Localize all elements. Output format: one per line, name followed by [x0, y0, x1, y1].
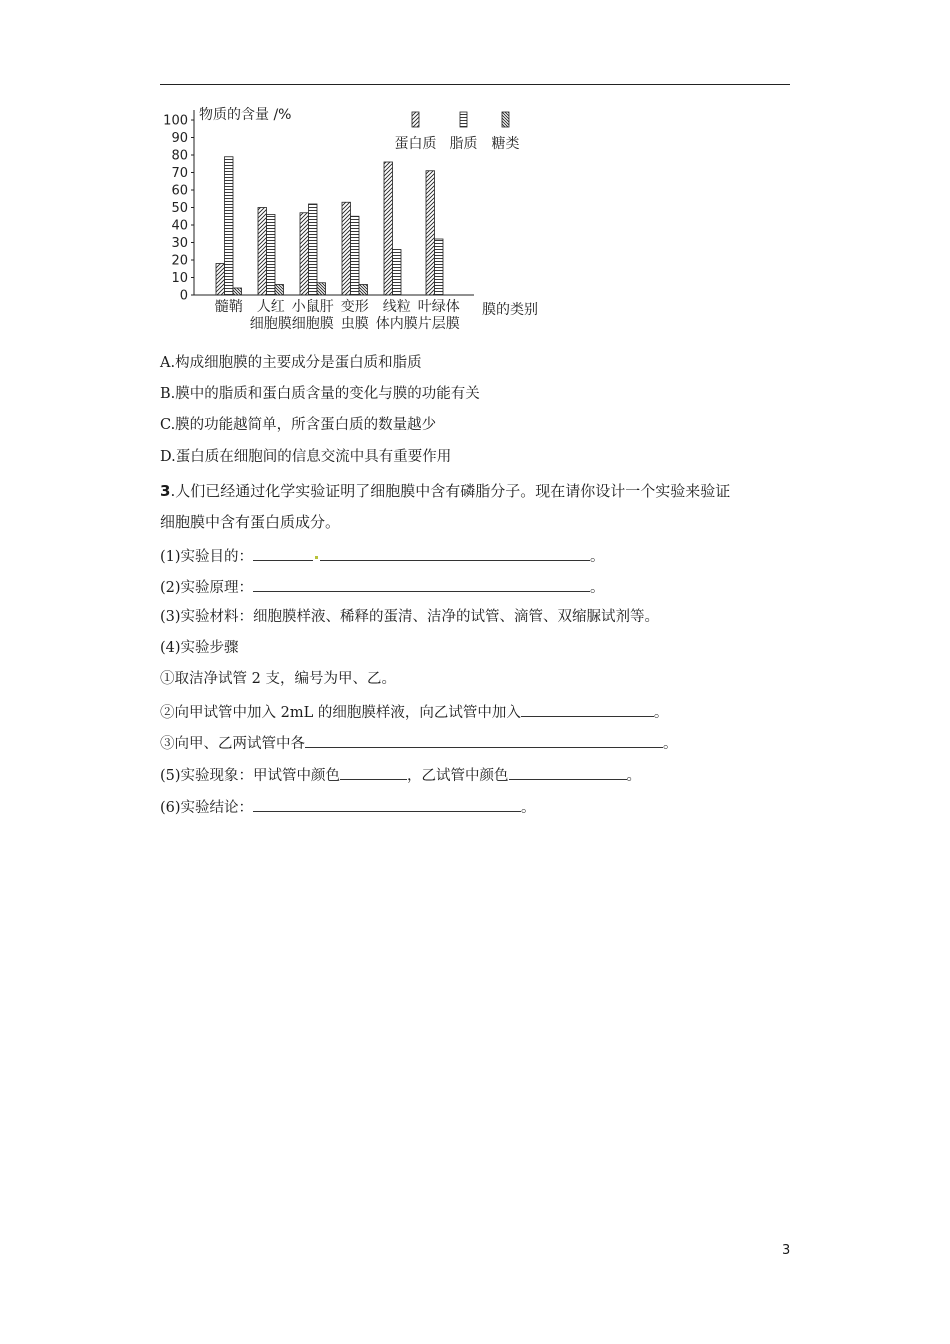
question-3-stem-cont: 细胞膜中含有蛋白质成分。 [160, 513, 341, 531]
bar-horiz [267, 215, 276, 296]
question-number: 3 [160, 482, 171, 500]
y-tick-label: 80 [171, 148, 188, 164]
category-label: 细胞膜 [249, 316, 292, 330]
option-c: C.膜的功能越简单，所含蛋白质的数量越少 [160, 417, 437, 433]
stray-mark [315, 556, 318, 559]
bar-diag-dense [233, 288, 242, 295]
category-label: 细胞膜 [291, 316, 334, 330]
legend-label: 蛋白质 [394, 136, 437, 152]
legend-swatch [502, 112, 509, 127]
principle-blank[interactable] [253, 576, 590, 592]
bar-diag [426, 171, 435, 295]
category-label: 虫膜 [340, 316, 369, 330]
bar-diag [258, 208, 267, 296]
bar-diag [384, 162, 393, 295]
y-tick-label: 10 [171, 271, 188, 286]
principle-line: (2)实验原理： 。 [160, 576, 605, 598]
legend-label: 脂质 [449, 136, 478, 152]
category-label: 髓鞘 [214, 299, 243, 315]
materials-line: (3)实验材料：细胞膜样液、稀释的蛋清、洁净的试管、滴管、双缩脲试剂等。 [160, 609, 660, 625]
y-tick-label: 40 [171, 218, 188, 234]
option-a: A.构成细胞膜的主要成分是蛋白质和脂质 [160, 355, 422, 371]
steps-heading: (4)实验步骤 [160, 640, 239, 656]
y-tick-label: 100 [163, 113, 188, 129]
category-label: 线粒 [382, 299, 411, 315]
category-label: 叶绿体 [417, 299, 460, 315]
phenomenon-blank-a[interactable] [340, 764, 407, 780]
purpose-blank-b[interactable] [320, 545, 590, 561]
phenomenon-line: (5)实验现象：甲试管中颜色 ，乙试管中颜色 。 [160, 764, 641, 786]
category-label: 人红 [256, 299, 285, 315]
page-number: 3 [782, 1243, 791, 1258]
bar-horiz [351, 216, 360, 295]
bar-diag-dense [275, 285, 284, 296]
y-tick-label: 20 [171, 253, 188, 269]
category-label: 小鼠肝 [291, 299, 334, 315]
category-label: 片层膜 [417, 316, 460, 330]
y-tick-label: 50 [171, 201, 188, 216]
bar-diag-dense [359, 285, 368, 296]
purpose-blank-a[interactable] [253, 545, 313, 561]
question-3-stem: 3.人们已经通过化学实验证明了细胞膜中含有磷脂分子。现在请你设计一个实验来验证 [160, 482, 731, 500]
y-tick-label: 90 [171, 131, 188, 146]
step-1: ①取洁净试管 2 支，编号为甲、乙。 [160, 671, 396, 687]
bar-diag [300, 213, 309, 295]
y-tick-label: 60 [171, 183, 188, 199]
option-b: B.膜中的脂质和蛋白质含量的变化与膜的功能有关 [160, 386, 480, 402]
conclusion-blank[interactable] [253, 796, 521, 812]
legend-label: 糖类 [491, 136, 520, 152]
category-label: 体内膜 [375, 316, 418, 330]
bar-diag [342, 202, 351, 295]
step-2-blank[interactable] [521, 701, 654, 717]
y-tick-label: 30 [171, 236, 188, 251]
phenomenon-blank-b[interactable] [509, 764, 627, 780]
y-tick-label: 70 [171, 166, 188, 181]
bar-horiz [225, 157, 234, 295]
membrane-composition-chart [158, 98, 558, 330]
step-3-blank[interactable] [305, 732, 663, 748]
purpose-line: (1)实验目的： 。 [160, 545, 605, 567]
option-d: D.蛋白质在细胞间的信息交流中具有重要作用 [160, 449, 452, 465]
bar-diag-dense [317, 283, 326, 295]
legend-swatch [412, 112, 419, 127]
y-tick-label: 0 [179, 288, 188, 304]
x-axis-label: 膜的类别 [482, 302, 538, 318]
y-axis-label: 物质的含量 /% [199, 107, 292, 123]
step-2: ②向甲试管中加入 2mL 的细胞膜样液，向乙试管中加入 。 [160, 701, 668, 723]
header-rule [160, 84, 790, 85]
step-3: ③向甲、乙两试管中各 。 [160, 732, 678, 754]
conclusion-line: (6)实验结论： 。 [160, 796, 536, 818]
category-label: 变形 [340, 299, 369, 315]
bar-diag [216, 264, 225, 296]
bar-horiz [393, 250, 402, 296]
legend-swatch [460, 112, 467, 127]
bar-horiz [309, 204, 318, 295]
bar-horiz [435, 239, 444, 295]
